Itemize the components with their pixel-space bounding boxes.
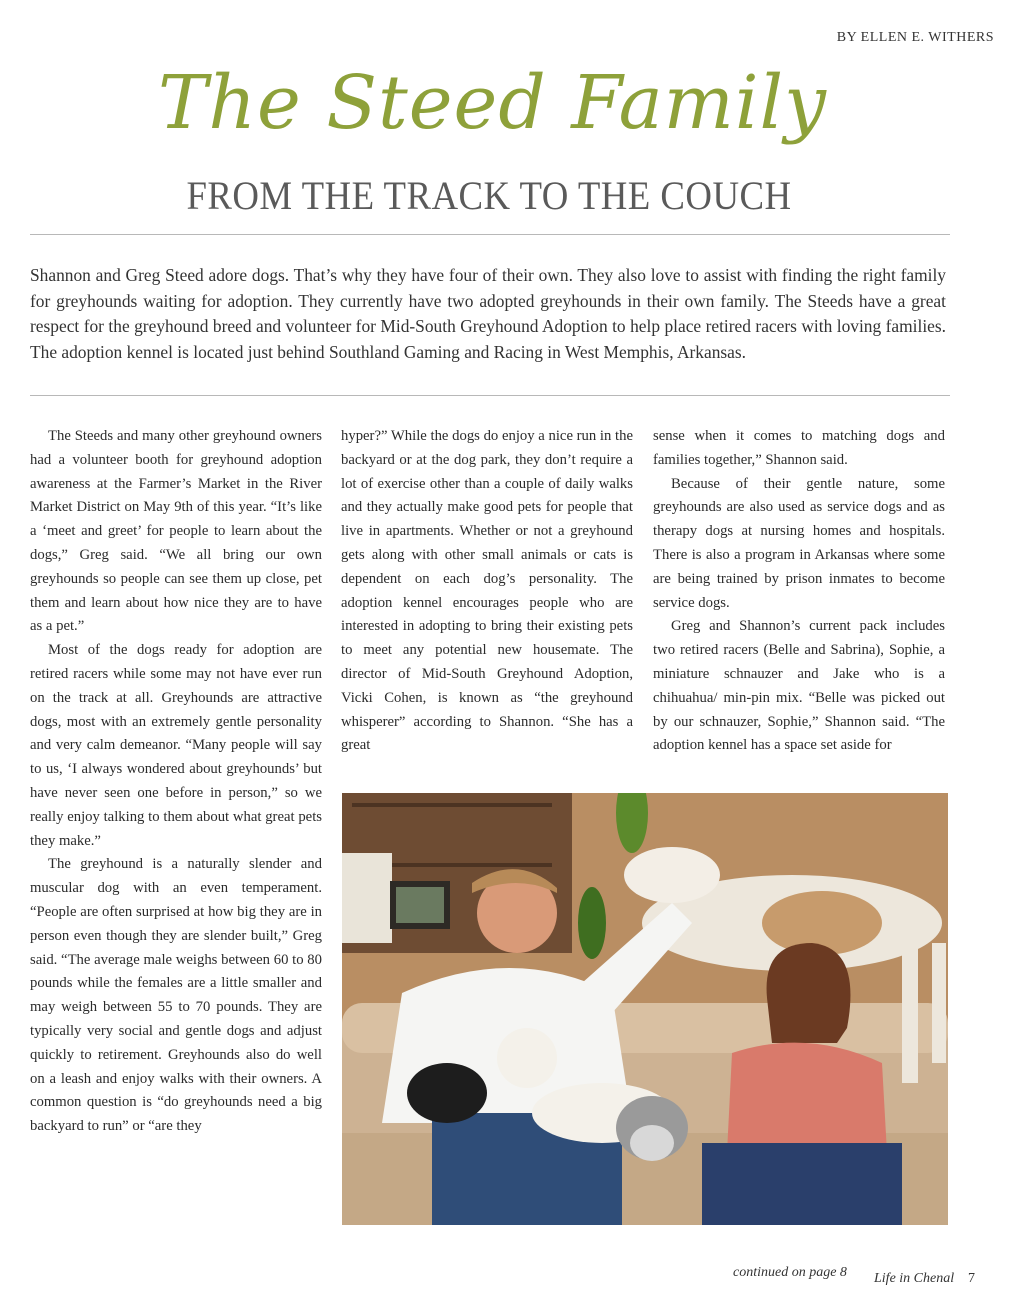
article-title: The Steed Family [158,60,827,146]
green-lamp-base [578,887,606,959]
page-number: 7 [968,1271,975,1286]
bottom-divider [30,395,950,396]
woman-jeans [702,1143,902,1225]
woman-blouse [727,1043,887,1153]
column-3-paragraph-1: sense when it comes to matching dogs and families together,” Shannon said. [653,428,945,468]
chihuahua-mix [407,1063,487,1123]
publication-name: Life in Chenal [874,1271,955,1286]
column-3 [653,425,945,758]
column-2 [341,425,633,758]
byline: BY ELLEN E. WITHERS [836,30,994,45]
column-2-paragraph-1: hyper?” While the dogs do enjoy a nice run in the backyard or at the dog park, they don’t require a lot of exercise other than a couple of daily walks and they actually make good pets for people that live in apartments. Whether or not a greyhound gets along with other small animals or cats is dependent on each dog’s personality. The adoption kennel encourages people who are interested in adopting to bring their existing pets to meet any potential new housemate. The director of Mid-South Greyhound Adoption, Vicki Cohen, is known as “the greyhound whisperer” according to Shannon. “She has a great [341,428,633,754]
continued-note: continued on page 8 [733,1265,847,1280]
family-photo-illustration [342,793,948,1225]
column-1 [30,425,322,1139]
greyhound-lying [497,1028,557,1088]
family-photo [342,793,948,1225]
article-subtitle: FROM THE TRACK TO THE COUCH [186,173,792,218]
column-1-paragraph-1: The Steeds and many other greyhound owners had a volunteer booth for greyhound adoption awareness at the Farmer’s Market in the River Market District on May 9th of this year. “It’s like a ‘meet and greet’ for people to learn about the dogs,” Greg said. “We all bring our own greyhounds so people can see them up close, pet them and learn about how nice they are to have as a pet.” [30,428,322,635]
column-3-paragraph-3: Greg and Shannon’s current pack includes two retired racers (Belle and Sabrina), Sophie, a miniature schnauzer and Jake who is a chihuahua/ min-pin mix. “Belle was picked out by our schnauzer, Sophie,” Shannon said. “The adoption kennel has a space set aside for [653,618,945,754]
column-3-paragraph-2: Because of their gentle nature, some greyhounds are also used as service dogs and as therapy dogs at nursing homes and hospitals. There is also a program in Arkansas where some are being trained by prison inmates to become service dogs. [653,475,945,611]
column-1-paragraph-2: Most of the dogs ready for adoption are retired racers while some may not have ever run on the track at all. Greyhounds are attractive dogs, most with an extremely gentle personality and very calm demeanor. “Many people will say to us, ‘I always wondered about greyhounds’ but have never seen one before in person,” so we really enjoy talking to them about what great pets they make.” [30,642,322,849]
curtain [342,853,392,943]
top-divider [30,234,950,235]
column-1-paragraph-3: The greyhound is a naturally slender and muscular dog with an even temperament. “People are often surprised at how big they are in person even though they are slender built,” Greg said. “The average male weighs between 60 to 80 pounds while the females are a little smaller and may weigh between 55 to 70 pounds. They are typically very social and gentle dogs and adjust quickly to retirement. Greyhounds also do well on a leash and enjoy walks with their owners. A common question is “do greyhounds need a big backyard to run” or “are they [30,856,322,1135]
intro-paragraph: Shannon and Greg Steed adore dogs. That’s why they have four of their own. They also love to assist with finding the right family for greyhounds waiting for adoption. They currently have two adopted greyhounds in their own family. The Steeds have a great respect for the greyhound breed and volunteer for Mid-South Greyhound Adoption to help place retired racers with loving families. The adoption kennel is located just behind Southland Gaming and Racing in West Memphis, Arkansas. [30,265,946,362]
woman-hair [767,943,851,1043]
